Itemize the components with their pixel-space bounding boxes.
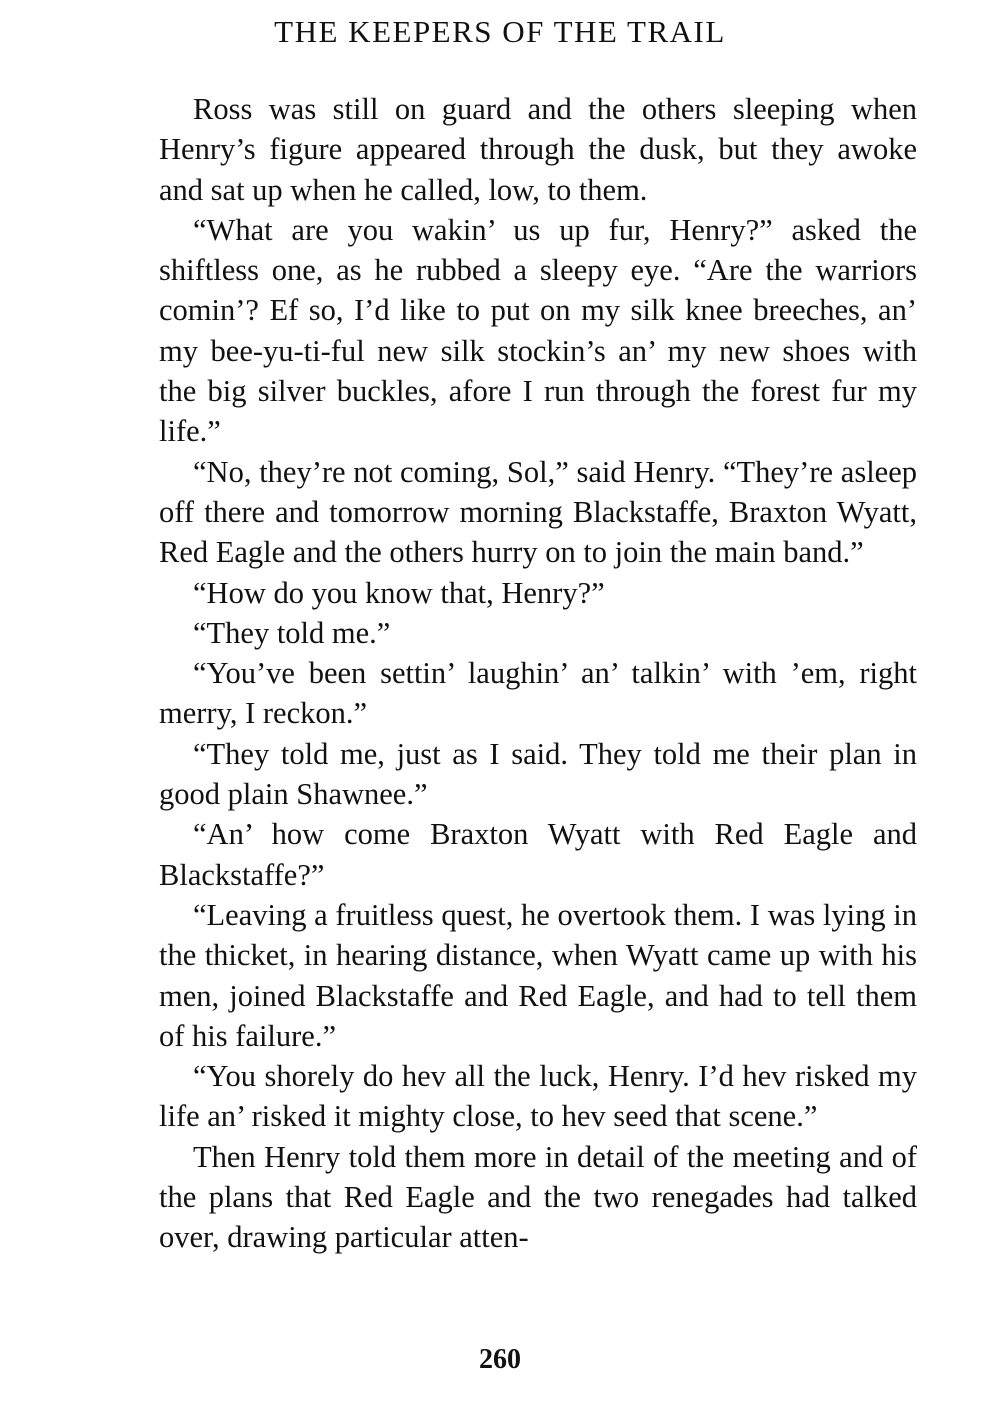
paragraph: “No, they’re not coming, Sol,” said Henry. “They’re asleep off there and tomorrow morning Blackstaffe, Braxton Wyatt, Red Eagle and the others hurry on to join the main band.” [159, 454, 917, 570]
page-number: 260 [479, 1344, 521, 1375]
running-head: THE KEEPERS OF THE TRAIL [274, 14, 726, 49]
paragraph: Ross was still on guard and the others sleeping when Henry’s figure appeared through the dusk, but they awoke and sat up when he called, low, to them. [159, 92, 917, 207]
paragraph: “An’ how come Braxton Wyatt with Red Eagle and Blackstaffe?” [159, 817, 917, 892]
paragraph: “You shorely do hev all the luck, Henry. I’d hev risked my life an’ risked it mighty close, to hev seed that scene.” [159, 1059, 917, 1134]
paragraph: “They told me, just as I said. They told me their plan in good plain Shawnee.” [159, 736, 917, 812]
paragraph: Then Henry told them more in detail of the meeting and of the plans that Red Eagle and the two renegades had talked over, drawing particular atten- [159, 1139, 917, 1255]
paragraph: “How do you know that, Henry?” [193, 575, 605, 610]
body-text [159, 89, 917, 1258]
paragraph: “You’ve been settin’ laughin’ an’ talkin’ with ’em, right merry, I reckon.” [159, 656, 917, 731]
paragraph: “What are you wakin’ us up fur, Henry?” asked the shiftless one, as he rubbed a sleepy eye. “Are the warriors comin’? Ef so, I’d like to put on my silk knee breeches, an’ my bee-yu-ti-ful new silk stockin’s an’ my new shoes with the big silver buckles, afore I run through the forest fur my life.” [159, 212, 917, 449]
paragraph: “Leaving a fruitless quest, he overtook them. I was lying in the thicket, in hearing distance, when Wyatt came up with his men, joined Blackstaffe and Red Eagle, and had to tell them of his failure.” [159, 897, 917, 1053]
paragraph: “They told me.” [193, 615, 391, 650]
